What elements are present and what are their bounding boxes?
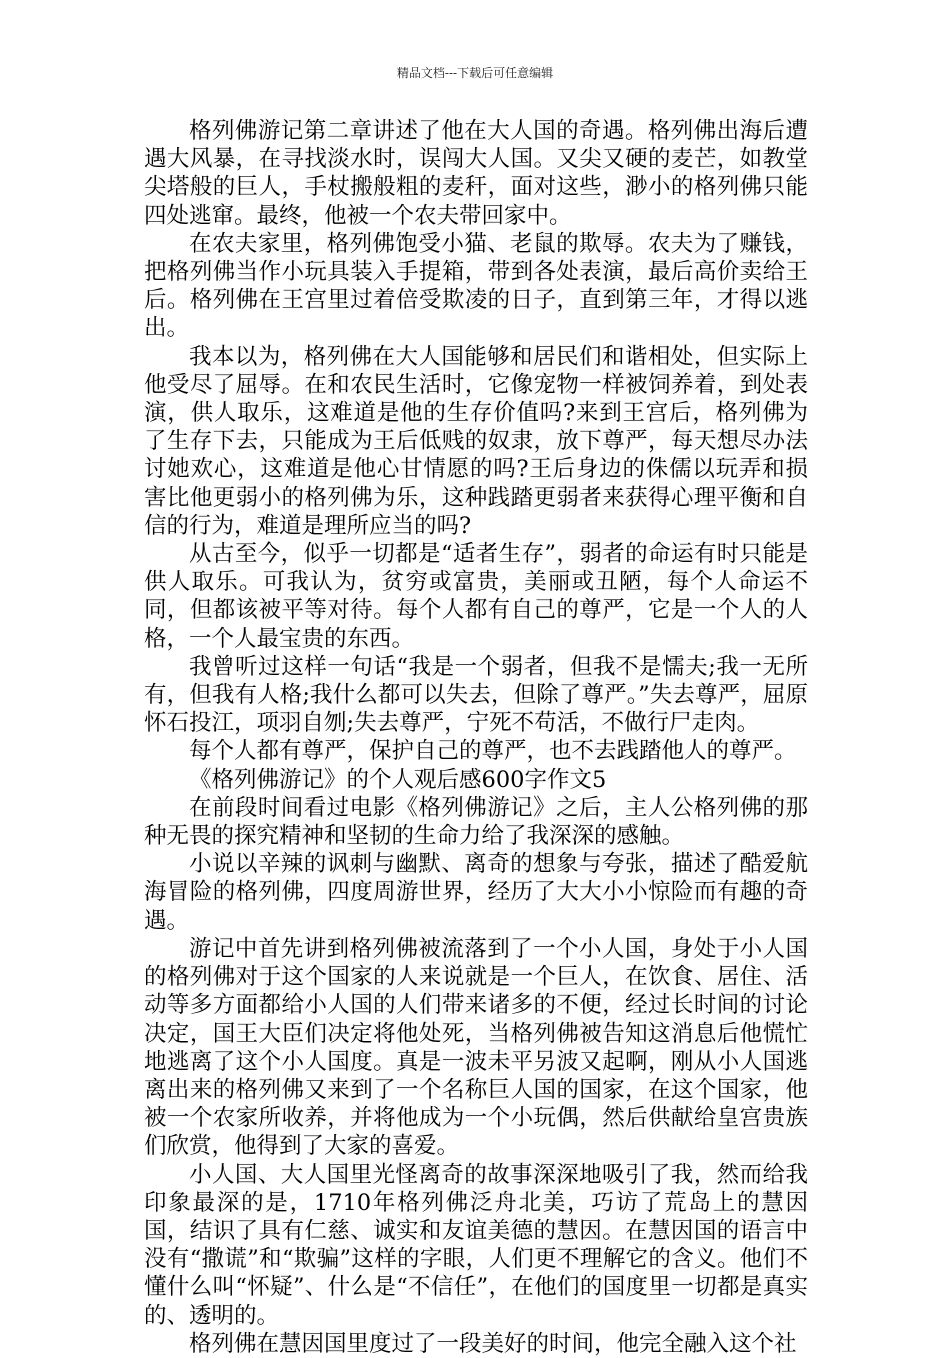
- paragraph: 格列佛游记第二章讲述了他在大人国的奇遇。格列佛出海后遭遇大风暴，在寻找淡水时，误闯大人国。又尖又硬的麦芒，如教堂尖塔般的巨人，手杖搬般粗的麦秆，面对这些，渺小的格列佛只能四处逃窜。最终，他被一个农夫带回家中。: [144, 118, 808, 229]
- paragraph: 在农夫家里，格列佛饱受小猫、老鼠的欺辱。农夫为了赚钱，把格列佛当作小玩具装入手提箱，带到各处表演，最后高价卖给王后。格列佛在王宫里过着倍受欺凌的日子，直到第三年，才得以逃出。: [144, 230, 808, 342]
- paragraph: 从古至今，似乎一切都是“适者生存”，弱者的命运有时只能是供人取乐。可我认为，贫穷或富贵，美丽或丑陋，每个人命运不同，但都该被平等对待。每个人都有自己的尊严，它是一个人的人格，一个人最宝贵的东西。: [144, 541, 808, 652]
- paragraph: 每个人都有尊严，保护自己的尊严，也不去践踏他人的尊严。: [189, 738, 797, 765]
- paragraph: 游记中首先讲到格列佛被流落到了一个小人国，身处于小人国的格列佛对于这个国家的人来说就是一个巨人，在饮食、居住、活动等多方面都给小人国的人们带来诸多的不便，经过长时间的讨论决定，国王大臣们决定将他处死，当格列佛被告知这消息后他慌忙地逃离了这个小人国度。真是一波未平另波又起啊，刚从小人国逃离出来的格列佛又来到了一个名称巨人国的国家，在这个国家，他被一个农家所收养，并将他成为一个小玩偶，然后供献给皇宫贵族们欣赏，他得到了大家的喜爱。: [144, 935, 808, 1160]
- paragraph: 我曾听过这样一句话“我是一个弱者，但我不是懦夫;我一无所有，但我有人格;我什么都可以失去，但除了尊严。”失去尊严，屈原怀石投江，项羽自刎;失去尊严，宁死不苟活，不做行尸走肉。: [144, 653, 808, 737]
- paragraph: 格列佛在慧因国里度过了一段美好的时间，他完全融入这个社: [189, 1330, 797, 1357]
- paragraph: 在前段时间看过电影《格列佛游记》之后，主人公格列佛的那种无畏的探究精神和坚韧的生命力给了我深深的感触。: [144, 794, 808, 850]
- paragraph: 我本以为，格列佛在大人国能够和居民们和谐相处，但实际上他受尽了屈辱。在和农民生活时，它像宠物一样被饲养着，到处表演，供人取乐，这难道是他的生存价值吗?来到王宫后，格列佛为了生存下去，只能成为王后低贱的奴隶，放下尊严，每天想尽办法讨她欢心，这难道是他心甘情愿的吗?王后身边的侏儒以玩弄和损害比他更弱小的格列佛为乐，这种践踏更弱者来获得心理平衡和自信的行为，难道是理所应当的吗?: [144, 343, 808, 539]
- document-body: [144, 117, 808, 1358]
- page-header: 精品文档---下载后可任意编辑: [396, 66, 554, 80]
- paragraph: 小人国、大人国里光怪离奇的故事深深地吸引了我，然而给我印象最深的是，1710年格列佛泛舟北美，巧访了荒岛上的慧因国，结识了具有仁慈、诚实和友谊美德的慧因。在慧因国的语言中没有“撒谎”和“欺骗”这样的字眼，人们更不理解它的含义。他们不懂什么叫“怀疑”、什么是“不信任”，在他们的国度里一切都是真实的、透明的。: [144, 1161, 808, 1329]
- paragraph: 小说以辛辣的讽刺与幽默、离奇的想象与夸张，描述了酷爱航海冒险的格列佛，四度周游世界，经历了大大小小惊险而有趣的奇遇。: [144, 851, 808, 934]
- section-heading: 《格列佛游记》的个人观后感600字作文5: [189, 766, 607, 793]
